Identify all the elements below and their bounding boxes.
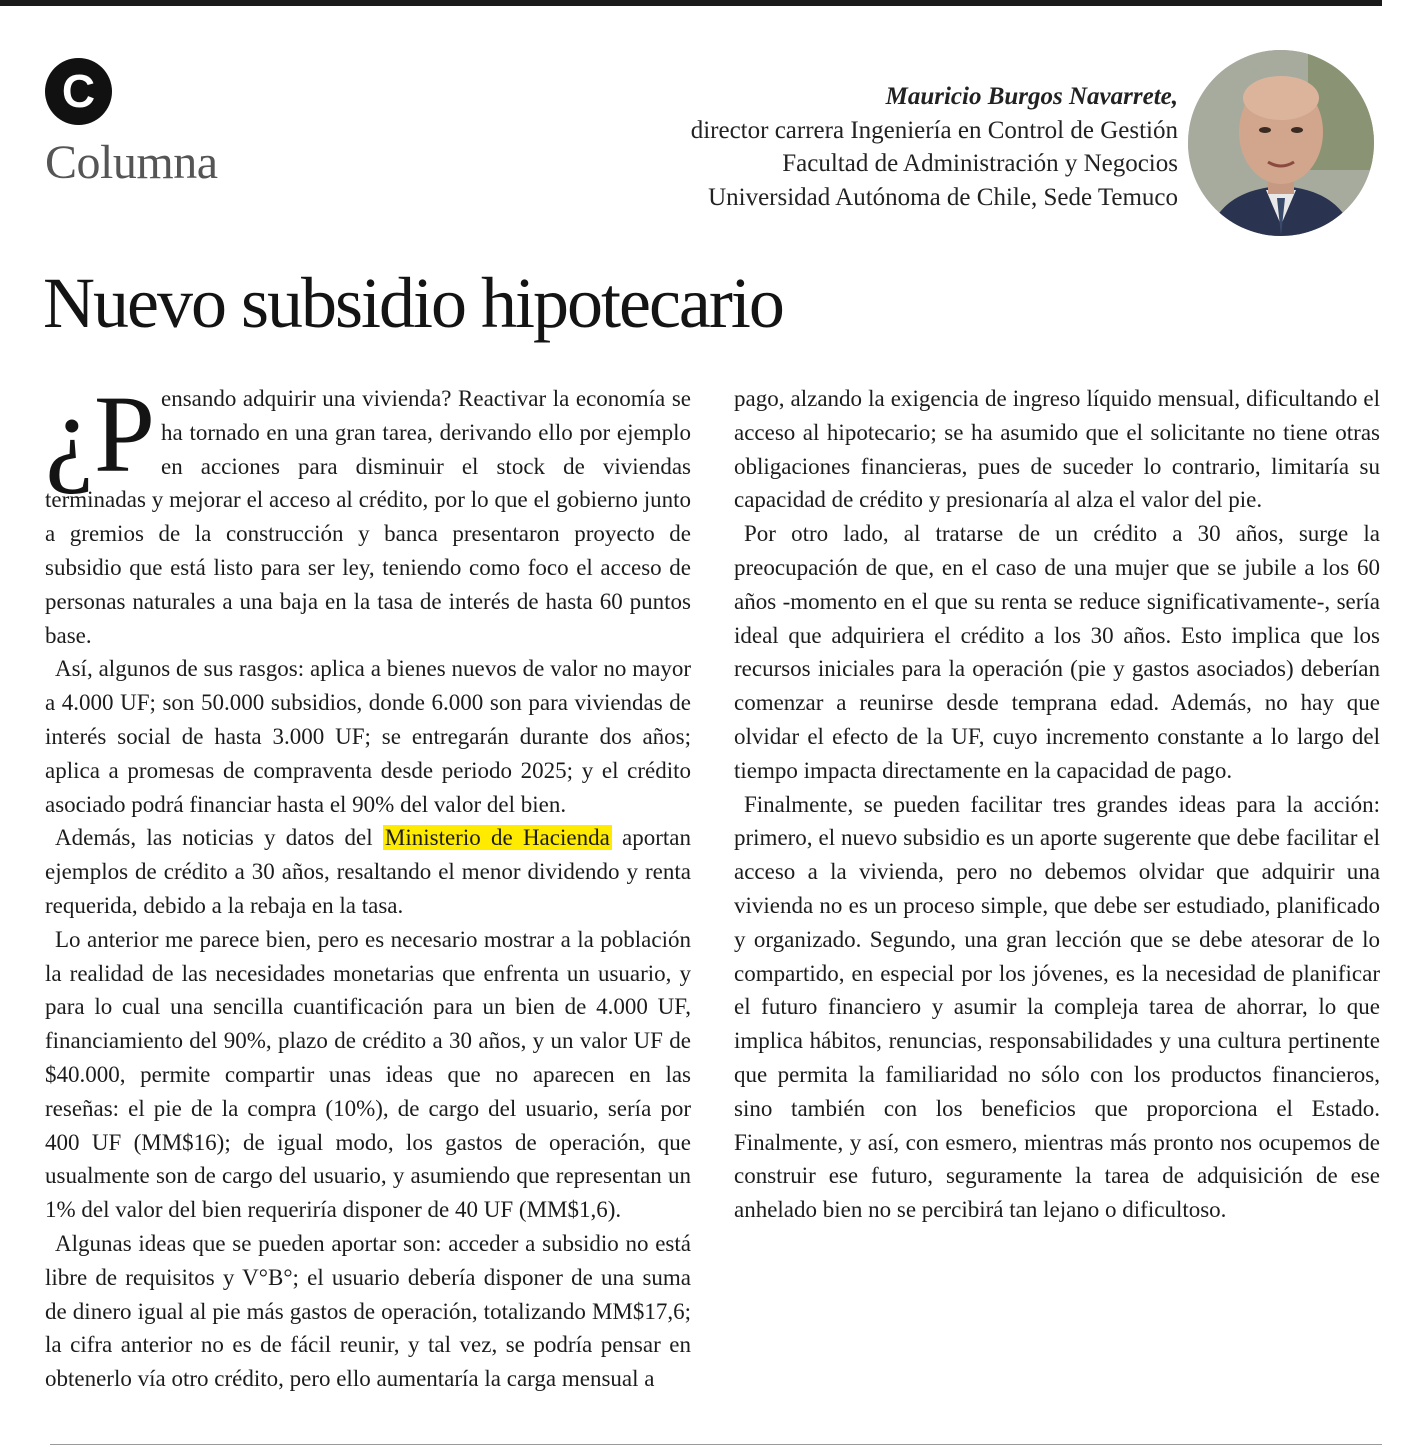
author-role: director carrera Ingeniería en Control de Gestión: [690, 116, 1178, 144]
paragraph-4: Lo anterior me parece bien, pero es necesario mostrar a la población la realidad de las necesidades monetarias que enfrenta un usuario, y para lo cual una sencilla cuantificación para un bien de 4.000 UF, financiamiento del 90%, plazo de crédito a 30 años, y un valor UF de $40.000, permite compartir unas ideas que no aparecen en las reseñas: el pie de la compra (10%), de cargo del usuario, sería por 400 UF (MM$16); de igual modo, los gastos de operación, que usualmente son de cargo del usuario, y asumiendo que representan un 1% del valor del bien requeriría disponer de 40 UF (MM$1,6).: [45, 926, 691, 1223]
headline: Nuevo subsidio hipotecario: [43, 263, 783, 343]
article-column-left: [45, 373, 692, 1396]
badge-letter: C: [61, 65, 96, 117]
paragraph-3-text-end: aportan ejemplos de crédito a 30 años, resaltando el menor dividendo y renta requerida, debido a la rebaja en la tasa.: [45, 825, 692, 918]
paragraph-1-text: ensando adquirir una vivienda? Reactivar la economía se ha tornado en una gran tarea, derivando ello por ejemplo en acciones para disminuir el stock de viviendas terminadas y mejorar el acceso al crédito, por lo que el gobierno junto a gremios de la construcción y banca presentaron proyecto de subsidio que está listo para ser ley, teniendo como foco el acceso de personas naturales a una baja en la tasa de interés de hasta 60 puntos base.: [45, 386, 691, 648]
paragraph-5-continued: pago, alzando la exigencia de ingreso líquido mensual, dificultando el acceso al hipotecario; se ha asumido que el solicitante no tiene otras obligaciones financieras, pues de suceder lo contrario, limitaría su capacidad de crédito y presionaría al alza el valor del pie.: [734, 386, 1380, 513]
author-faculty: Facultad de Administración y Negocios: [782, 150, 1178, 177]
highlighted-text: Ministerio de Hacienda: [384, 825, 610, 851]
paragraph-1: [45, 373, 691, 652]
paragraph-3-text-start: Además, las noticias y datos del: [55, 825, 383, 851]
paragraph-7: Finalmente, se pueden facilitar tres grandes ideas para la acción: primero, el nuevo subsidio es un aporte sugerente que debe facilitar el acceso a la vivienda, pero no debemos olvidar que adquirir una vivienda no es un proceso simple, que debe ser estudiado, planificado y organizado. Segundo, una gran lección que se debe atesorar de lo compartido, en especial por los jóvenes, es la necesidad de planificar el futuro financiero y asumir la compleja tarea de ahorrar, lo que implica hábitos, renuncias, responsabilidades y una cultura pertinente que permita la familiaridad no sólo con los productos financieros, sino también con los beneficios que proporciona el Estado. Finalmente, y así, con esmero, mientras más pronto nos ocupemos de construir ese futuro, seguramente la tarea de adquisición de ese anhelado bien no se percibirá tan lejano o dificultoso.: [734, 791, 1380, 1223]
top-rule: [0, 0, 1382, 6]
author-photo: [1188, 50, 1374, 236]
section-label: Columna: [45, 136, 218, 189]
paragraph-6: Por otro lado, al tratarse de un crédito a 30 años, surge la preocupación de que, en el caso de una mujer que se jubile a los 60 años -momento en el que su renta se reduce significativamente-, sería ideal que adquiriera el crédito a los 30 años. Esto implica que los recursos iniciales para la operación (pie y gastos asociados) deberían comenzar a reunirse desde temprana edad. Además, no hay que olvidar el efecto de la UF, cuyo incremento constante a lo largo del tiempo impacta directamente en la capacidad de pago.: [734, 521, 1380, 783]
column-badge: [45, 58, 112, 125]
bottom-rule: [50, 1444, 1382, 1445]
author-university: Universidad Autónoma de Chile, Sede Temuco: [708, 183, 1178, 211]
author-name: Mauricio Burgos Navarrete,: [885, 83, 1178, 110]
byline: [691, 80, 1178, 214]
paragraph-2: Así, algunos de sus rasgos: aplica a bienes nuevos de valor no mayor a 4.000 UF; son 50.000 subsidios, donde 6.000 son para viviendas de interés social de hasta 3.000 UF; se entregarán durante dos años; aplica a promesas de compraventa desde periodo 2025; y el crédito asociado podrá financiar hasta el 90% del valor del bien.: [45, 656, 691, 817]
paragraph-5: Algunas ideas que se pueden aportar son: acceder a subsidio no está libre de requisitos y V°B°; el usuario debería disponer de una suma de dinero igual al pie más gastos de operación, totalizando MM$17,6; la cifra anterior no es de fácil reunir, y tal vez, se podría pensar en obtenerlo vía otro crédito, pero ello aumentaría la carga mensual a: [45, 1230, 691, 1392]
paragraph-3: [45, 821, 691, 922]
article-column-right: [734, 382, 1380, 1227]
drop-cap: ¿P: [45, 373, 155, 495]
